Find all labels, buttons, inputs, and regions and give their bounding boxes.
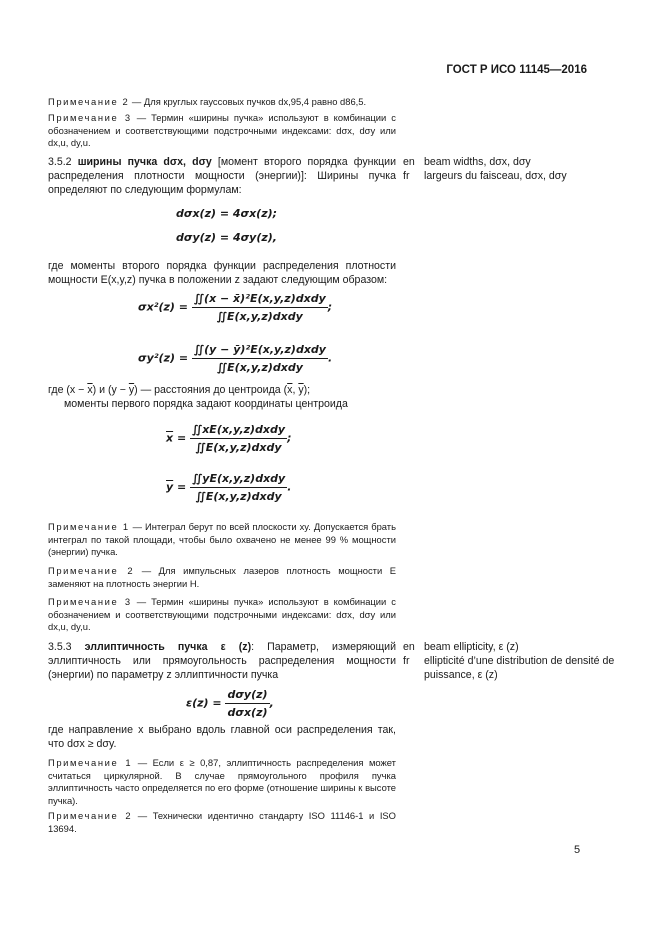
note-label: Примечание 2	[48, 565, 135, 576]
distance-text-e: );	[303, 384, 311, 396]
eps-fraction	[225, 688, 269, 719]
sigma-x-end: ;	[327, 300, 333, 314]
note-1-mid	[48, 521, 396, 559]
sigma-y-lhs: σy²(z) =	[138, 351, 189, 365]
ybar-end: .	[287, 480, 292, 494]
ybar-denominator: ∬E(x,y,z)dxdy	[190, 487, 287, 503]
note-label: Примечание 3	[48, 596, 132, 607]
xbar-fraction	[190, 423, 287, 454]
note-label: Примечание 1	[48, 757, 133, 768]
lang-code-en: en	[403, 156, 415, 168]
formula-dsx: dσx(z) = 4σx(z);	[176, 207, 278, 220]
page-number: 5	[574, 844, 581, 856]
ybar: $\overline{y}$	[298, 384, 304, 396]
ybar: $\overline{y}$	[128, 384, 135, 396]
lang-code-en: en	[403, 641, 415, 653]
note-label: Примечание 2	[48, 96, 130, 107]
xbar-lhs: $\overline{x}$	[166, 431, 174, 445]
section-term: ширины пучка dσx, dσy	[77, 156, 212, 168]
first-moment-text: моменты первого порядка задают координаты центроида	[64, 398, 348, 410]
section-definition: : Параметр, измеряющий эллиптичность или прямоугольность распределения мощности (энергии) по параметру z эллиптичности пучка	[48, 641, 396, 682]
ybar-numerator: ∬yE(x,y,z)dxdy	[192, 472, 286, 485]
distance-text-b: ) и (y −	[92, 384, 129, 396]
note-3-mid	[48, 596, 396, 634]
distance-text-c: ) — расстояния до центроида (	[134, 384, 288, 396]
distance-text	[48, 383, 310, 397]
xbar: $\overline{x}$	[287, 384, 293, 396]
eq-sign: =	[173, 480, 187, 494]
lang-term-en: beam ellipticity, ε (z)	[424, 641, 519, 653]
formula-ellipticity	[186, 688, 274, 719]
formula-sigma-x	[138, 292, 332, 323]
section-number: 3.5.2	[48, 156, 72, 168]
note-2-mid	[48, 565, 396, 590]
distance-text-d: ,	[292, 384, 299, 396]
note-3-top	[48, 112, 396, 150]
note-1-bottom	[48, 757, 396, 807]
sigma-x-fraction	[192, 292, 328, 323]
xbar-numerator: ∬xE(x,y,z)dxdy	[192, 423, 286, 436]
eq-sign: =	[173, 431, 187, 445]
sigma-y-fraction	[192, 343, 328, 374]
formula-xbar	[166, 423, 291, 454]
eps-lhs: ε(z) =	[186, 696, 222, 710]
note-2-bottom	[48, 810, 396, 835]
note-text: — Термин «ширины пучка» используют в комбинации с обозначением и соответствующими подстрочными индексами: dσx, dσy или dx,u, dy,u.	[48, 596, 396, 633]
sigma-x-denominator: ∬E(x,y,z)dxdy	[192, 307, 328, 323]
xbar-end: ;	[287, 431, 292, 445]
eps-numerator: dσy(z)	[227, 688, 268, 701]
sigma-x-lhs: σx²(z) =	[138, 300, 188, 314]
sigma-y-denominator: ∬E(x,y,z)dxdy	[192, 358, 328, 374]
lang-term-fr: largeurs du faisceau, dσx, dσy	[424, 170, 567, 182]
xbar: $\overline{x}$	[87, 384, 93, 396]
note-label: Примечание 3	[48, 112, 132, 123]
note-text: — Если ε ≥ 0,87, эллиптичность распределения может считаться циркулярной. В случае прямоугольного профиля пучка эллиптичность часто определяется по его форме (отношение ширины к высоте пучка).	[48, 757, 396, 806]
ybar-fraction	[190, 472, 287, 503]
eps-denominator: dσx(z)	[225, 703, 269, 719]
ybar-lhs: $\overline{y}$	[166, 480, 174, 494]
note-label: Примечание 2	[48, 810, 133, 821]
lang-term-fr: ellipticité d’une distribution de densité de puissance, ε (z)	[424, 655, 615, 682]
section-term: эллиптичность пучка ε (z)	[84, 641, 252, 653]
section-3-5-2	[48, 155, 396, 198]
standard-header: ГОСТ Р ИСО 11145—2016	[446, 64, 587, 76]
note-text: — Технически идентично стандарту ISO 11146-1 и ISO 13694.	[48, 810, 396, 834]
lang-term-en: beam widths, dσx, dσy	[424, 156, 531, 168]
lang-code-fr: fr	[403, 170, 410, 182]
formula-sigma-y	[138, 343, 332, 374]
note-text: — Термин «ширины пучка» используют в комбинации с обозначением и соответствующими подстрочными индексами: dσx, dσy или dx,u, dy,u.	[48, 112, 396, 149]
distance-text-a: где (x −	[48, 384, 88, 396]
section-number: 3.5.3	[48, 641, 72, 653]
formula-ybar	[166, 472, 291, 503]
sigma-y-numerator: ∬(y − ȳ)²E(x,y,z)dxdy	[193, 343, 326, 356]
note-text: — Интеграл берут по всей плоскости xy. Допускается брать интеграл по такой площади, чтобы было охвачено не менее 99 % мощности (энергии) пучка.	[48, 521, 396, 558]
note-label: Примечание 1	[48, 521, 130, 532]
sigma-x-numerator: ∬(x − x̄)²E(x,y,z)dxdy	[193, 292, 326, 305]
note-text: — Для круглых гауссовых пучков dx,95,4 равно d86,5.	[129, 96, 367, 107]
section-definition: [момент второго порядка функции распределения плотности мощности (энергии)]: Ширины пучка определяют по следующим формулам:	[48, 156, 397, 197]
lang-code-fr: fr	[403, 655, 410, 667]
section-3-5-3	[48, 640, 396, 683]
xbar-denominator: ∬E(x,y,z)dxdy	[190, 438, 287, 454]
direction-text: где направление x выбрано вдоль главной оси распределения так, что dσx ≥ dσy.	[48, 724, 396, 751]
formula-dsy: dσy(z) = 4σy(z),	[176, 231, 277, 244]
note-2-top	[48, 96, 396, 109]
sigma-y-end: .	[327, 351, 333, 365]
moments-text: где моменты второго порядка функции распределения плотности мощности E(x,y,z) пучка в положении z задают следующим образом:	[48, 260, 396, 287]
note-text: — Для импульсных лазеров плотность мощности E заменяют на плотность энергии H.	[48, 565, 396, 589]
eps-end: ,	[269, 696, 274, 710]
